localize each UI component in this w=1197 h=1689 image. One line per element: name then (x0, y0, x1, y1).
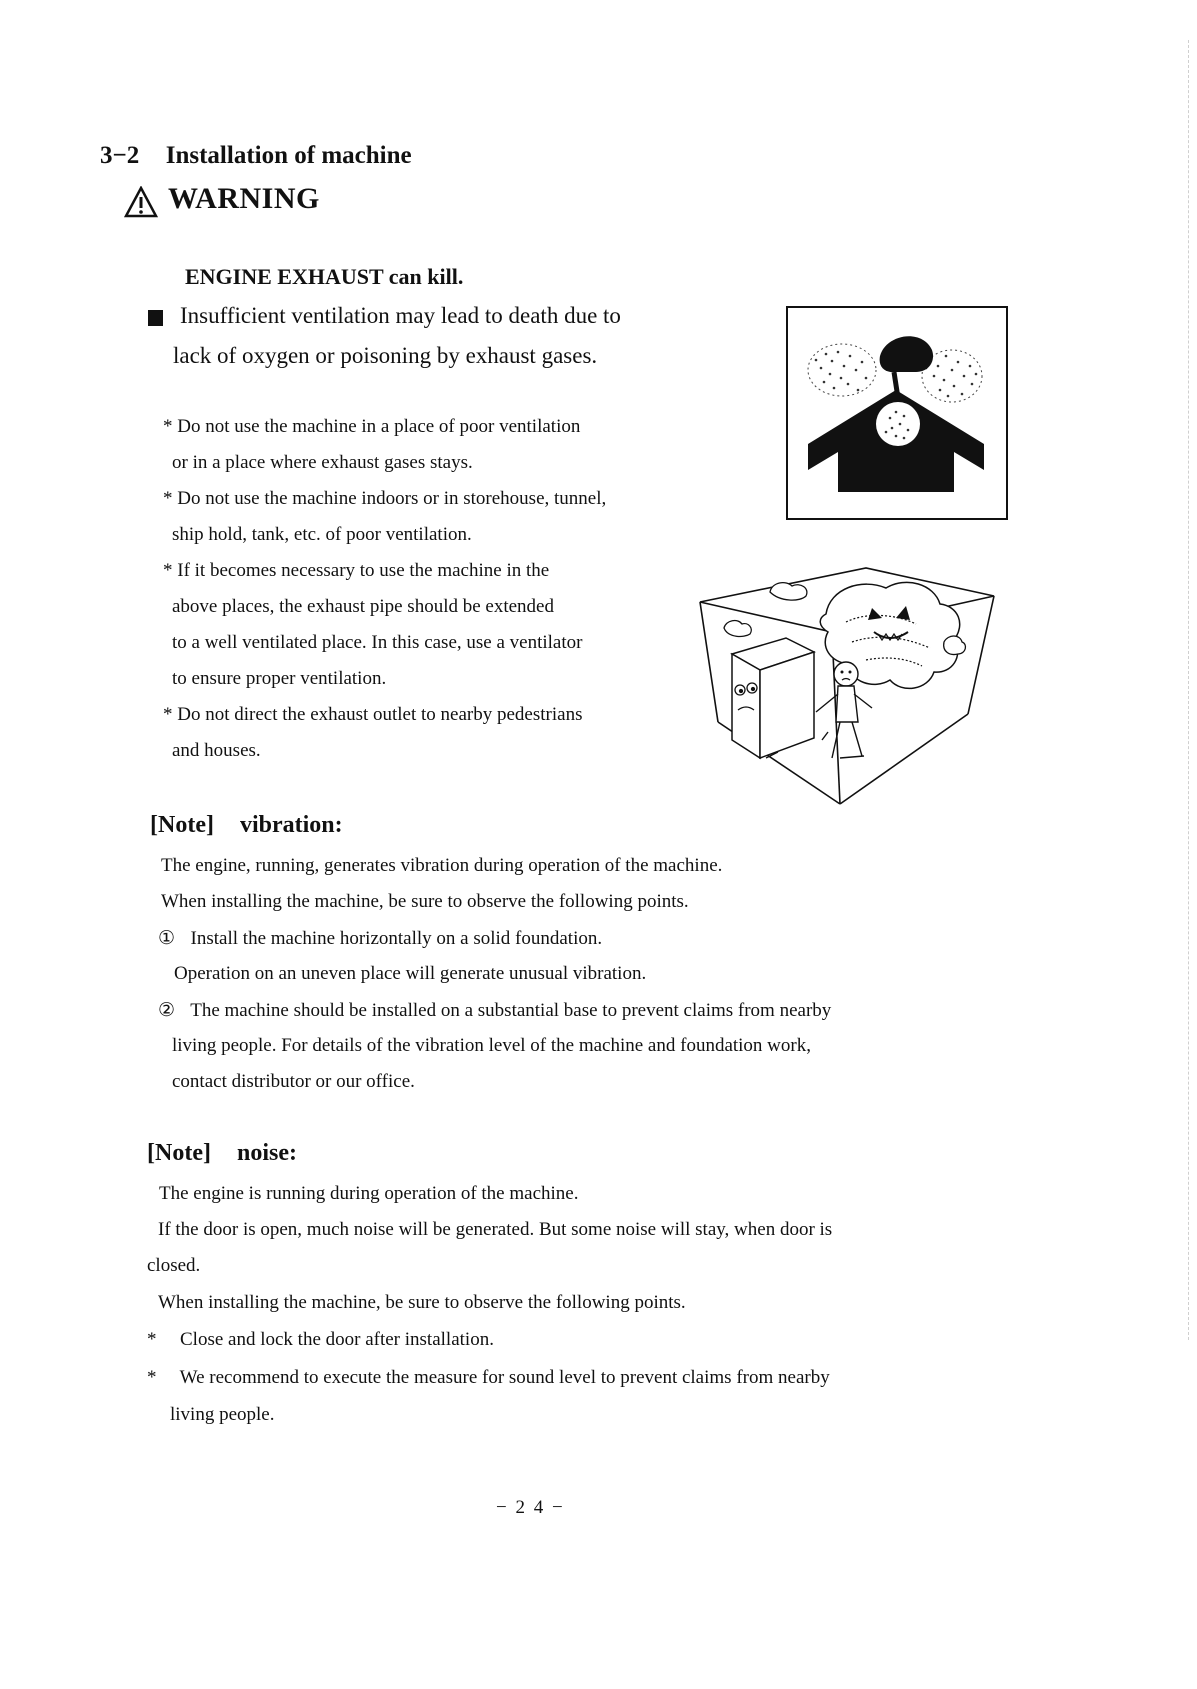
warning-item-1-line2: or in a place where exhaust gases stays. (172, 452, 473, 473)
noise-bullet-2 (147, 1367, 830, 1389)
vibration-item-2-line1: The machine should be installed on a substantial base to prevent claims from nearby (190, 1000, 832, 1021)
vibration-note-topic: vibration: (239, 812, 343, 838)
warning-lead-line1: Insufficient ventilation may lead to death due to (180, 303, 621, 328)
vibration-para-2: When installing the machine, be sure to observe the following points. (161, 891, 689, 912)
vibration-item-2 (158, 999, 831, 1022)
vibration-item-1-marker: ① (158, 928, 176, 949)
noise-note-topic: noise: (236, 1140, 297, 1166)
section-title: Installation of machine (165, 142, 412, 169)
warning-item-3-line1: * If it becomes necessary to use the machine in the (163, 560, 550, 581)
noise-para-3: When installing the machine, be sure to observe the following points. (158, 1292, 686, 1313)
section-number: 3−2 (100, 142, 140, 169)
warning-item-1-line1: * Do not use the machine in a place of poor ventilation (163, 416, 581, 437)
vibration-para-1: The engine, running, generates vibration during operation of the machine. (161, 855, 723, 876)
noise-bullet-2-marker: * (147, 1367, 157, 1388)
engine-room-cartoon (696, 562, 998, 810)
warning-item-3-line3: to a well ventilated place. In this case, use a ventilator (172, 632, 583, 653)
noise-bullet-1 (147, 1329, 494, 1351)
noise-note-heading (147, 1140, 297, 1167)
noise-bullet-1-marker: * (147, 1329, 157, 1350)
noise-note-bracket: [Note] (147, 1140, 211, 1166)
vibration-note-heading (150, 812, 343, 839)
warning-item-3-line4: to ensure proper ventilation. (172, 668, 387, 689)
warning-heading: ENGINE EXHAUST can kill. (185, 264, 464, 289)
noise-bullet-2-line2: living people. (170, 1404, 275, 1425)
warning-title: WARNING (168, 182, 320, 215)
vibration-item-1-line1: Install the machine horizontally on a solid foundation. (190, 928, 603, 949)
exhaust-hazard-pictogram (786, 306, 1008, 520)
noise-para-2-line1: If the door is open, much noise will be generated. But some noise will stay, when door is (158, 1219, 833, 1240)
warning-item-4-line2: and houses. (172, 740, 261, 761)
page-number: − 2 4 − (496, 1497, 565, 1518)
warning-triangle-icon (124, 186, 158, 218)
warning-item-2-line2: ship hold, tank, etc. of poor ventilation. (172, 524, 472, 545)
noise-bullet-2-line1: We recommend to execute the measure for sound level to prevent claims from nearby (179, 1367, 830, 1388)
black-square-bullet (148, 310, 163, 326)
vibration-item-2-line2: living people. For details of the vibration level of the machine and foundation work, (172, 1035, 811, 1056)
vibration-item-2-marker: ② (158, 1000, 176, 1021)
warning-lead-line2: lack of oxygen or poisoning by exhaust gases. (173, 343, 598, 368)
scan-edge-line (1188, 40, 1189, 1340)
vibration-item-1 (158, 927, 602, 950)
warning-item-2-line1: * Do not use the machine indoors or in storehouse, tunnel, (163, 488, 607, 509)
noise-bullet-1-text: Close and lock the door after installation. (180, 1329, 494, 1350)
warning-item-4-line1: * Do not direct the exhaust outlet to nearby pedestrians (163, 704, 583, 725)
vibration-item-2-line3: contact distributor or our office. (172, 1071, 415, 1092)
warning-item-3-line2: above places, the exhaust pipe should be extended (172, 596, 554, 617)
section-heading (100, 142, 412, 170)
vibration-item-1-line2: Operation on an uneven place will generate unusual vibration. (174, 963, 647, 984)
vibration-note-bracket: [Note] (150, 812, 214, 838)
noise-para-1: The engine is running during operation of the machine. (159, 1183, 579, 1204)
noise-para-2-line2: closed. (147, 1255, 201, 1276)
